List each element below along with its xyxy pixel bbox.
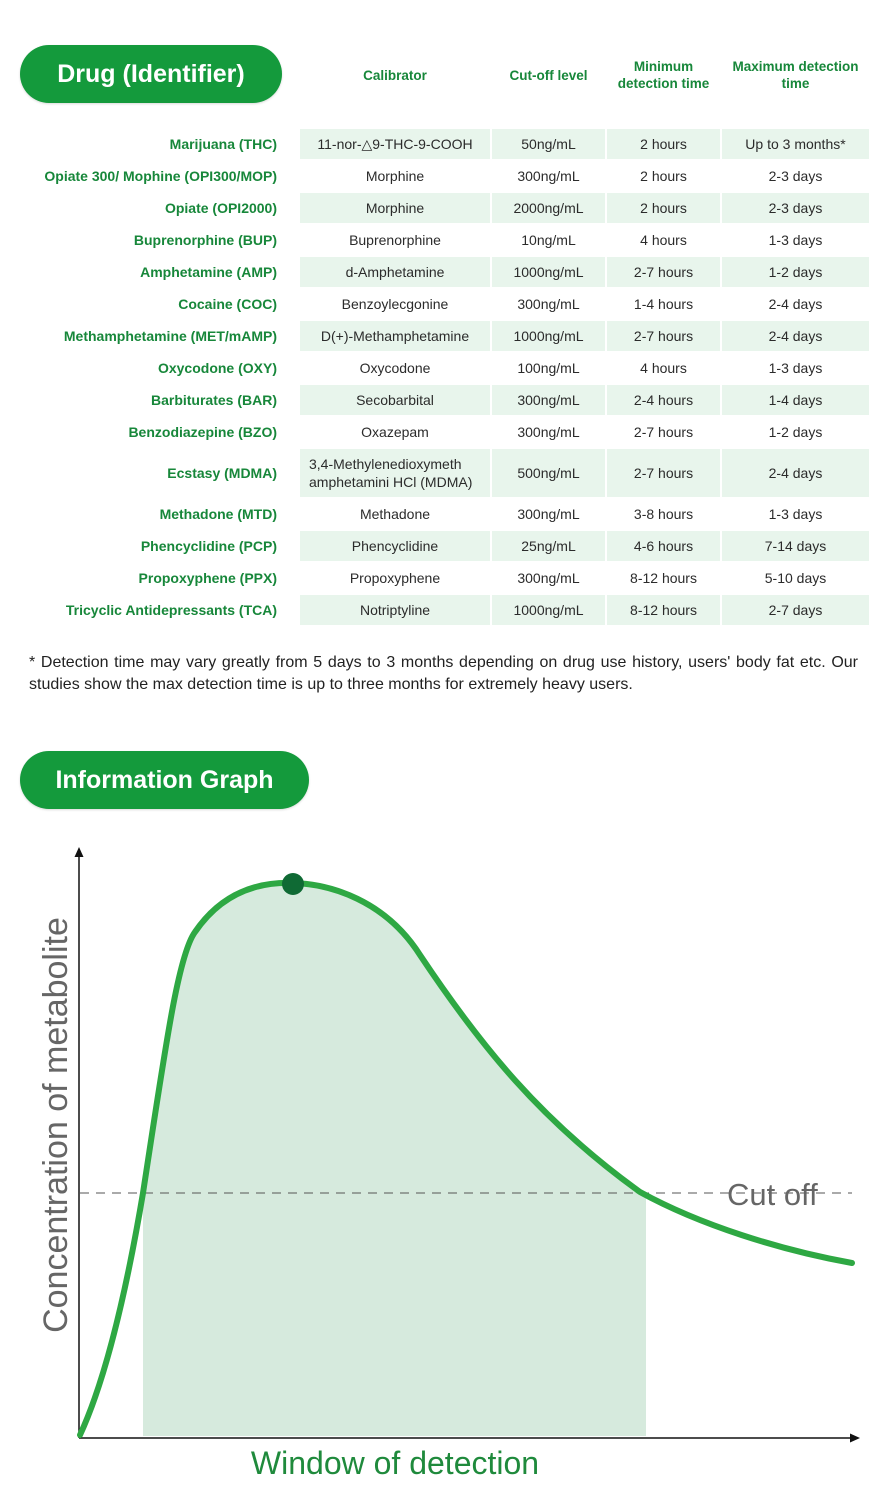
cutoff-cell: 300ng/mL <box>492 385 605 415</box>
max-time-cell: 1-3 days <box>768 506 823 522</box>
min-time-cell: 2-4 hours <box>607 385 720 415</box>
cutoff-cell: 50ng/mL <box>492 129 605 159</box>
table-row <box>0 288 895 320</box>
min-time-cell: 2-7 hours <box>607 257 720 287</box>
calibrator-cell: Methadone <box>359 506 431 522</box>
min-time-cell: 8-12 hours <box>630 570 697 586</box>
information-graph <box>0 820 895 1500</box>
max-time-cell: 1-3 days <box>768 360 823 376</box>
table-row <box>0 448 895 498</box>
cutoff-cell: 1000ng/mL <box>492 595 605 625</box>
table-row <box>0 594 895 626</box>
table-row <box>0 224 895 256</box>
max-time-cell: 2-4 days <box>722 449 869 497</box>
drug-name: Propoxyphene (PPX) <box>138 570 277 586</box>
max-time-cell: 1-4 days <box>722 385 869 415</box>
calibrator-cell: Benzoylecgonine <box>341 296 449 312</box>
calibrator-cell: Buprenorphine <box>349 232 441 248</box>
drug-name: Cocaine (COC) <box>178 296 277 312</box>
cutoff-cell: 1000ng/mL <box>492 321 605 351</box>
drug-name: Oxycodone (OXY) <box>157 360 277 376</box>
column-header-cutoff: Cut-off level <box>509 67 588 83</box>
drug-name: Ecstasy (MDMA) <box>167 465 277 481</box>
min-time-cell: 2-7 hours <box>607 321 720 351</box>
max-time-cell: 1-2 days <box>722 257 869 287</box>
column-header-calibrator: Calibrator <box>363 67 427 83</box>
min-time-cell: 2 hours <box>640 168 687 184</box>
calibrator-cell: D(+)-Methamphetamine <box>300 321 490 351</box>
y-axis-label: Concentration of metabolite <box>37 917 75 1333</box>
table-row <box>0 320 895 352</box>
min-time-cell: 4 hours <box>640 232 687 248</box>
drug-name: Barbiturates (BAR) <box>150 392 277 408</box>
calibrator-cell: Secobarbital <box>300 385 490 415</box>
min-time-cell: 2-7 hours <box>607 449 720 497</box>
calibrator-cell: d-Amphetamine <box>300 257 490 287</box>
drug-name: Phencyclidine (PCP) <box>140 538 277 554</box>
drug-name: Methadone (MTD) <box>159 506 277 522</box>
table-row <box>0 160 895 192</box>
drug-name: Tricyclic Antidepressants (TCA) <box>65 602 277 618</box>
min-time-cell: 2 hours <box>607 193 720 223</box>
cutoff-cell: 500ng/mL <box>492 449 605 497</box>
cutoff-cell: 300ng/mL <box>517 168 580 184</box>
max-time-cell: 7-14 days <box>722 531 869 561</box>
cutoff-cell: 300ng/mL <box>517 296 580 312</box>
table-row <box>0 416 895 448</box>
max-time-cell: 2-7 days <box>722 595 869 625</box>
calibrator-cell: Phencyclidine <box>300 531 490 561</box>
calibrator-cell: Oxazepam <box>361 424 429 440</box>
table-row <box>0 498 895 530</box>
max-time-cell: Up to 3 months* <box>722 129 869 159</box>
cutoff-cell: 10ng/mL <box>521 232 576 248</box>
drug-name: Amphetamine (AMP) <box>140 264 277 280</box>
drug-name: Benzodiazepine (BZO) <box>128 424 277 440</box>
table-row <box>0 384 895 416</box>
max-time-cell: 1-3 days <box>768 232 823 248</box>
table-row <box>0 128 895 160</box>
max-time-cell: 2-3 days <box>722 193 869 223</box>
peak-point <box>282 873 304 895</box>
cutoff-cell: 100ng/mL <box>517 360 580 376</box>
column-header-min-time: Minimum detection time <box>617 59 710 91</box>
calibrator-cell: Morphine <box>300 193 490 223</box>
cutoff-cell: 25ng/mL <box>492 531 605 561</box>
drug-name: Buprenorphine (BUP) <box>133 232 277 248</box>
column-header-max-time: Maximum detection time <box>732 59 859 91</box>
cutoff-label: Cut off <box>727 1177 818 1212</box>
min-time-cell: 1-4 hours <box>633 296 694 312</box>
table-row <box>0 530 895 562</box>
min-time-cell: 8-12 hours <box>607 595 720 625</box>
max-time-cell: 2-3 days <box>768 168 823 184</box>
cutoff-cell: 1000ng/mL <box>492 257 605 287</box>
drug-name: Opiate (OPI2000) <box>164 200 277 216</box>
drug-table <box>0 128 895 626</box>
calibrator-cell: 11-nor-△9-THC-9-COOH <box>300 129 490 159</box>
x-axis-arrow-icon <box>850 1434 860 1443</box>
y-axis-arrow-icon <box>75 847 84 857</box>
max-time-cell: 5-10 days <box>764 570 827 586</box>
cutoff-cell: 300ng/mL <box>517 570 580 586</box>
detection-footnote: * Detection time may vary greatly from 5 days to 3 months depending on drug use history, users' body fat etc. Our studies show the max detection time is up to three months for extremely heavy users. <box>29 654 858 693</box>
drug-name: Marijuana (THC) <box>169 136 277 152</box>
cutoff-cell: 300ng/mL <box>517 424 580 440</box>
min-time-cell: 2-7 hours <box>633 424 694 440</box>
cutoff-cell: 300ng/mL <box>517 506 580 522</box>
min-time-cell: 4 hours <box>640 360 687 376</box>
table-row <box>0 256 895 288</box>
drug-name: Methamphetamine (MET/mAMP) <box>63 328 277 344</box>
max-time-cell: 1-2 days <box>768 424 823 440</box>
min-time-cell: 3-8 hours <box>633 506 694 522</box>
max-time-cell: 2-4 days <box>768 296 823 312</box>
x-axis-label: Window of detection <box>250 1445 540 1481</box>
min-time-cell: 2 hours <box>607 129 720 159</box>
table-row <box>0 192 895 224</box>
table-row <box>0 352 895 384</box>
drug-identifier-title: Drug (Identifier) <box>20 45 282 103</box>
calibrator-cell: Oxycodone <box>359 360 431 376</box>
max-time-cell: 2-4 days <box>722 321 869 351</box>
detection-window-area <box>143 883 646 1436</box>
calibrator-cell: Propoxyphene <box>349 570 441 586</box>
cutoff-cell: 2000ng/mL <box>492 193 605 223</box>
table-row <box>0 562 895 594</box>
calibrator-cell: Morphine <box>365 168 425 184</box>
information-graph-title: Information Graph <box>20 751 309 809</box>
calibrator-cell: 3,4-Methylenedioxymeth amphetamini HCl (MDMA) <box>300 449 490 497</box>
drug-name: Opiate 300/ Mophine (OPI300/MOP) <box>44 168 277 184</box>
min-time-cell: 4-6 hours <box>607 531 720 561</box>
calibrator-cell: Notriptyline <box>300 595 490 625</box>
